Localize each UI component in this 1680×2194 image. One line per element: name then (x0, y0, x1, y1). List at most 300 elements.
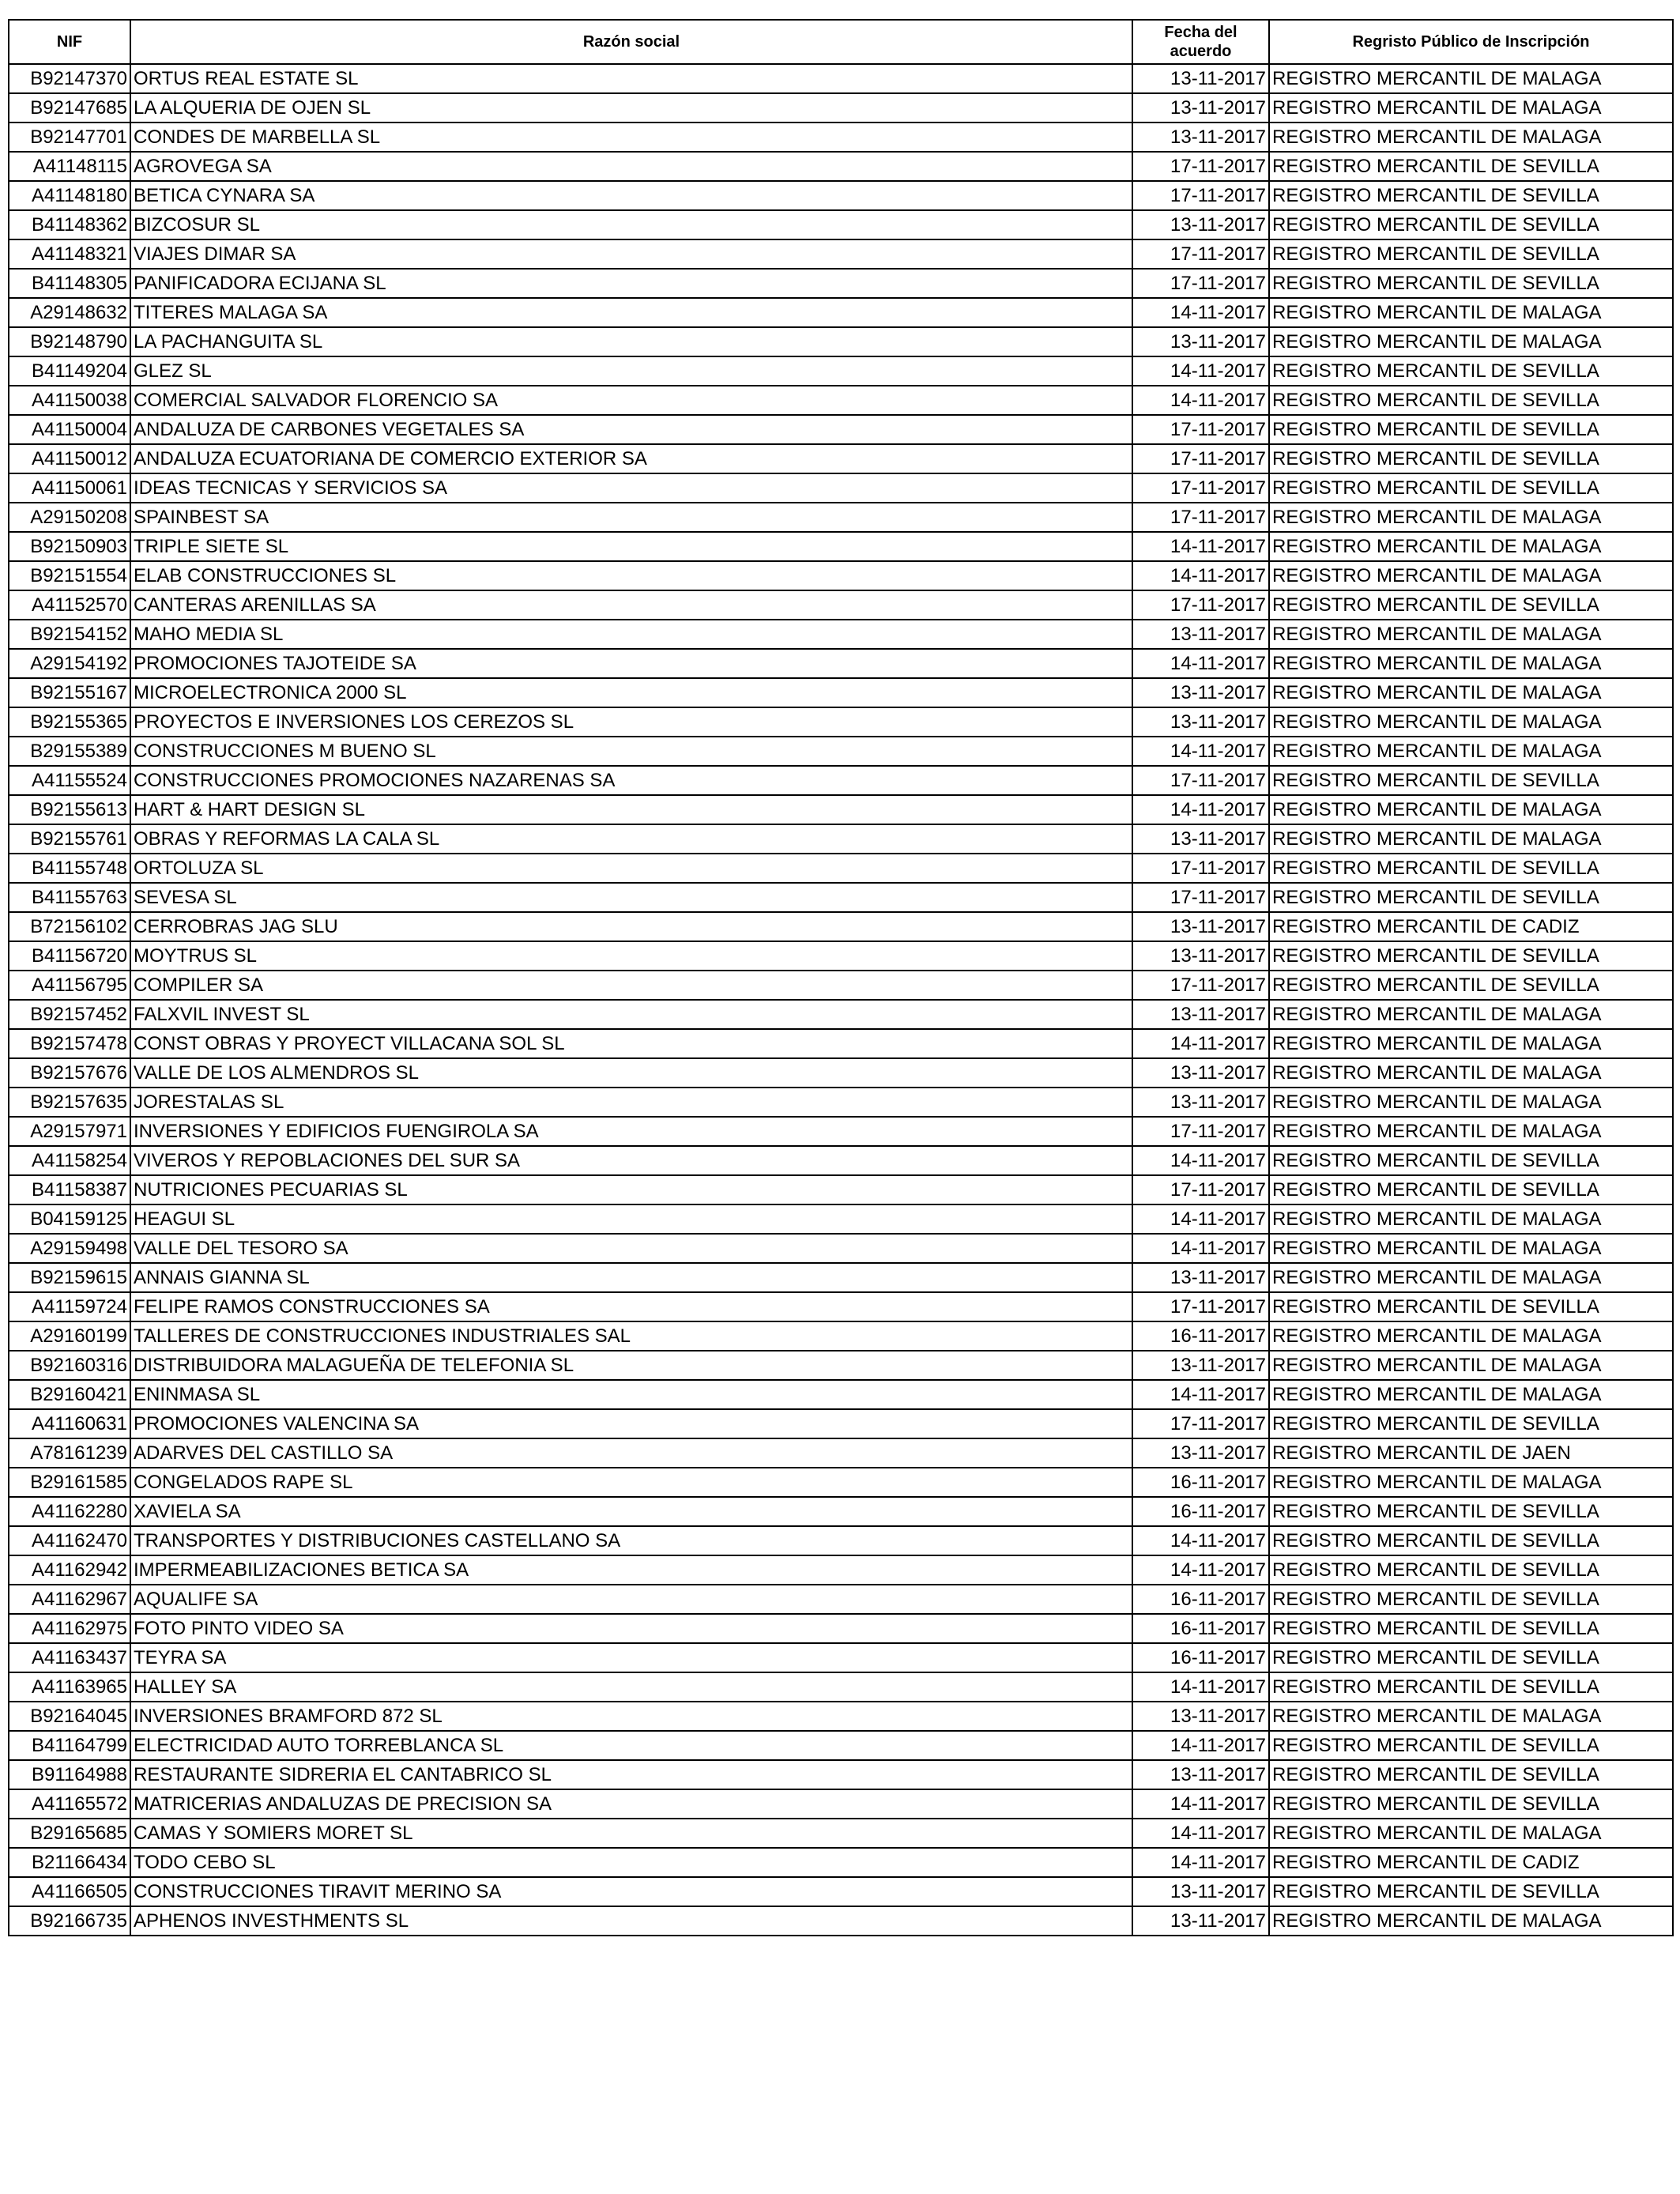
nif-cell: A41166505 (9, 1877, 130, 1906)
registro-cell: REGISTRO MERCANTIL DE JAEN (1269, 1438, 1673, 1468)
fecha-cell: 13-11-2017 (1132, 1877, 1269, 1906)
fecha-cell: 13-11-2017 (1132, 1438, 1269, 1468)
table-row (9, 444, 1673, 473)
nif-cell: B29161585 (9, 1468, 130, 1497)
fecha-cell: 14-11-2017 (1132, 1555, 1269, 1585)
fecha-cell: 14-11-2017 (1132, 1789, 1269, 1819)
nif-cell: B92150903 (9, 532, 130, 561)
registro-cell: REGISTRO MERCANTIL DE MALAGA (1269, 737, 1673, 766)
table-row (9, 766, 1673, 795)
table-row (9, 1526, 1673, 1555)
fecha-cell: 13-11-2017 (1132, 123, 1269, 152)
registro-cell: REGISTRO MERCANTIL DE MALAGA (1269, 93, 1673, 123)
registro-cell: REGISTRO MERCANTIL DE SEVILLA (1269, 1760, 1673, 1789)
table-row (9, 532, 1673, 561)
nif-cell: A29154192 (9, 649, 130, 678)
table-row (9, 1877, 1673, 1906)
table-row (9, 181, 1673, 210)
table-row (9, 1088, 1673, 1117)
table-row (9, 1497, 1673, 1526)
razon-social-cell: RESTAURANTE SIDRERIA EL CANTABRICO SL (130, 1760, 1132, 1789)
registro-cell: REGISTRO MERCANTIL DE SEVILLA (1269, 1146, 1673, 1175)
razon-social-cell: VALLE DEL TESORO SA (130, 1234, 1132, 1263)
nif-cell: B41155763 (9, 883, 130, 912)
razon-social-cell: ORTOLUZA SL (130, 854, 1132, 883)
nif-cell: A29157971 (9, 1117, 130, 1146)
registro-cell: REGISTRO MERCANTIL DE MALAGA (1269, 1351, 1673, 1380)
nif-cell: A41158254 (9, 1146, 130, 1175)
registro-cell: REGISTRO MERCANTIL DE SEVILLA (1269, 854, 1673, 883)
fecha-cell: 13-11-2017 (1132, 1702, 1269, 1731)
table-row (9, 1146, 1673, 1175)
table-row (9, 327, 1673, 356)
fecha-cell: 13-11-2017 (1132, 1760, 1269, 1789)
razon-social-cell: LA PACHANGUITA SL (130, 327, 1132, 356)
nif-cell: B92157452 (9, 1000, 130, 1029)
registro-cell: REGISTRO MERCANTIL DE SEVILLA (1269, 152, 1673, 181)
razon-social-cell: PROMOCIONES TAJOTEIDE SA (130, 649, 1132, 678)
nif-cell: B92157635 (9, 1088, 130, 1117)
fecha-cell: 14-11-2017 (1132, 1672, 1269, 1702)
razon-social-cell: AQUALIFE SA (130, 1585, 1132, 1614)
razon-social-cell: IDEAS TECNICAS Y SERVICIOS SA (130, 473, 1132, 503)
registro-cell: REGISTRO MERCANTIL DE SEVILLA (1269, 1672, 1673, 1702)
fecha-cell: 17-11-2017 (1132, 590, 1269, 620)
nif-cell: A41165572 (9, 1789, 130, 1819)
razon-social-cell: BIZCOSUR SL (130, 210, 1132, 239)
razon-social-cell: ELECTRICIDAD AUTO TORREBLANCA SL (130, 1731, 1132, 1760)
nif-cell: B92157478 (9, 1029, 130, 1058)
table-row (9, 707, 1673, 737)
nif-cell: B92151554 (9, 561, 130, 590)
registro-cell: REGISTRO MERCANTIL DE MALAGA (1269, 327, 1673, 356)
registro-cell: REGISTRO MERCANTIL DE SEVILLA (1269, 386, 1673, 415)
table-row (9, 123, 1673, 152)
table-row (9, 93, 1673, 123)
table-row (9, 1204, 1673, 1234)
header-registro: Regristo Público de Inscripción (1269, 20, 1673, 64)
fecha-cell: 14-11-2017 (1132, 532, 1269, 561)
header-nif: NIF (9, 20, 130, 64)
table-row (9, 1731, 1673, 1760)
razon-social-cell: HALLEY SA (130, 1672, 1132, 1702)
nif-cell: A41148115 (9, 152, 130, 181)
registro-cell: REGISTRO MERCANTIL DE MALAGA (1269, 678, 1673, 707)
razon-social-cell: ORTUS REAL ESTATE SL (130, 64, 1132, 93)
nif-cell: B29155389 (9, 737, 130, 766)
table-row (9, 1585, 1673, 1614)
razon-social-cell: CAMAS Y SOMIERS MORET SL (130, 1819, 1132, 1848)
razon-social-cell: PROYECTOS E INVERSIONES LOS CEREZOS SL (130, 707, 1132, 737)
fecha-cell: 14-11-2017 (1132, 1819, 1269, 1848)
table-row (9, 941, 1673, 971)
fecha-cell: 14-11-2017 (1132, 1380, 1269, 1409)
nif-cell: A41156795 (9, 971, 130, 1000)
registro-cell: REGISTRO MERCANTIL DE MALAGA (1269, 1058, 1673, 1088)
nif-cell: B29160421 (9, 1380, 130, 1409)
fecha-cell: 13-11-2017 (1132, 64, 1269, 93)
razon-social-cell: NUTRICIONES PECUARIAS SL (130, 1175, 1132, 1204)
nif-cell: B41155748 (9, 854, 130, 883)
nif-cell: B92147370 (9, 64, 130, 93)
razon-social-cell: CANTERAS ARENILLAS SA (130, 590, 1132, 620)
registro-cell: REGISTRO MERCANTIL DE MALAGA (1269, 298, 1673, 327)
registro-cell: REGISTRO MERCANTIL DE SEVILLA (1269, 1409, 1673, 1438)
registro-cell: REGISTRO MERCANTIL DE SEVILLA (1269, 1877, 1673, 1906)
table-row (9, 1234, 1673, 1263)
fecha-cell: 14-11-2017 (1132, 1029, 1269, 1058)
registro-cell: REGISTRO MERCANTIL DE SEVILLA (1269, 766, 1673, 795)
nif-cell: B41149204 (9, 356, 130, 386)
razon-social-cell: INVERSIONES BRAMFORD 872 SL (130, 1702, 1132, 1731)
table-row (9, 824, 1673, 854)
nif-cell: B41148362 (9, 210, 130, 239)
nif-cell: B92159615 (9, 1263, 130, 1292)
fecha-cell: 16-11-2017 (1132, 1321, 1269, 1351)
table-row (9, 473, 1673, 503)
razon-social-cell: TEYRA SA (130, 1643, 1132, 1672)
fecha-cell: 13-11-2017 (1132, 1088, 1269, 1117)
fecha-cell: 14-11-2017 (1132, 1204, 1269, 1234)
registro-cell: REGISTRO MERCANTIL DE SEVILLA (1269, 239, 1673, 269)
razon-social-cell: TRANSPORTES Y DISTRIBUCIONES CASTELLANO SA (130, 1526, 1132, 1555)
nif-cell: B92154152 (9, 620, 130, 649)
registro-cell: REGISTRO MERCANTIL DE MALAGA (1269, 64, 1673, 93)
table-row (9, 1643, 1673, 1672)
fecha-cell: 17-11-2017 (1132, 473, 1269, 503)
fecha-cell: 16-11-2017 (1132, 1643, 1269, 1672)
table-row (9, 64, 1673, 93)
fecha-cell: 17-11-2017 (1132, 1292, 1269, 1321)
fecha-cell: 14-11-2017 (1132, 649, 1269, 678)
table-row (9, 620, 1673, 649)
fecha-cell: 17-11-2017 (1132, 444, 1269, 473)
table-row (9, 1906, 1673, 1936)
fecha-cell: 17-11-2017 (1132, 415, 1269, 444)
nif-cell: B41148305 (9, 269, 130, 298)
razon-social-cell: CONDES DE MARBELLA SL (130, 123, 1132, 152)
razon-social-cell: DISTRIBUIDORA MALAGUEÑA DE TELEFONIA SL (130, 1351, 1132, 1380)
registro-cell: REGISTRO MERCANTIL DE SEVILLA (1269, 1555, 1673, 1585)
registro-cell: REGISTRO MERCANTIL DE MALAGA (1269, 1204, 1673, 1234)
registro-cell: REGISTRO MERCANTIL DE SEVILLA (1269, 181, 1673, 210)
nif-cell: B72156102 (9, 912, 130, 941)
fecha-cell: 16-11-2017 (1132, 1468, 1269, 1497)
fecha-cell: 17-11-2017 (1132, 181, 1269, 210)
registro-cell: REGISTRO MERCANTIL DE MALAGA (1269, 1117, 1673, 1146)
table-row (9, 356, 1673, 386)
fecha-cell: 16-11-2017 (1132, 1497, 1269, 1526)
razon-social-cell: CONSTRUCCIONES PROMOCIONES NAZARENAS SA (130, 766, 1132, 795)
nif-cell: B29165685 (9, 1819, 130, 1848)
table-row (9, 152, 1673, 181)
nif-cell: B92147685 (9, 93, 130, 123)
nif-cell: B41158387 (9, 1175, 130, 1204)
razon-social-cell: XAVIELA SA (130, 1497, 1132, 1526)
nif-cell: B91164988 (9, 1760, 130, 1789)
fecha-cell: 13-11-2017 (1132, 707, 1269, 737)
razon-social-cell: ELAB CONSTRUCCIONES SL (130, 561, 1132, 590)
table-row (9, 269, 1673, 298)
nif-cell: B04159125 (9, 1204, 130, 1234)
table-row (9, 1380, 1673, 1409)
nif-cell: B92155761 (9, 824, 130, 854)
registro-cell: REGISTRO MERCANTIL DE CADIZ (1269, 912, 1673, 941)
fecha-cell: 17-11-2017 (1132, 239, 1269, 269)
razon-social-cell: LA ALQUERIA DE OJEN SL (130, 93, 1132, 123)
registro-cell: REGISTRO MERCANTIL DE MALAGA (1269, 561, 1673, 590)
table-row (9, 1409, 1673, 1438)
fecha-cell: 13-11-2017 (1132, 620, 1269, 649)
razon-social-cell: ANDALUZA DE CARBONES VEGETALES SA (130, 415, 1132, 444)
registro-cell: REGISTRO MERCANTIL DE SEVILLA (1269, 941, 1673, 971)
fecha-cell: 13-11-2017 (1132, 1263, 1269, 1292)
table-row (9, 795, 1673, 824)
nif-cell: B92160316 (9, 1351, 130, 1380)
razon-social-cell: VIVEROS Y REPOBLACIONES DEL SUR SA (130, 1146, 1132, 1175)
razon-social-cell: TITERES MALAGA SA (130, 298, 1132, 327)
table-row (9, 1351, 1673, 1380)
nif-cell: A41162280 (9, 1497, 130, 1526)
table-row (9, 298, 1673, 327)
nif-cell: A41148321 (9, 239, 130, 269)
razon-social-cell: INVERSIONES Y EDIFICIOS FUENGIROLA SA (130, 1117, 1132, 1146)
razon-social-cell: CONGELADOS RAPE SL (130, 1468, 1132, 1497)
fecha-cell: 14-11-2017 (1132, 561, 1269, 590)
table-row (9, 1000, 1673, 1029)
nif-cell: B92155365 (9, 707, 130, 737)
nif-cell: A41150038 (9, 386, 130, 415)
razon-social-cell: HART & HART DESIGN SL (130, 795, 1132, 824)
header-fecha-acuerdo: Fecha del acuerdo (1132, 20, 1269, 64)
razon-social-cell: CERROBRAS JAG SLU (130, 912, 1132, 941)
fecha-cell: 14-11-2017 (1132, 795, 1269, 824)
registro-cell: REGISTRO MERCANTIL DE SEVILLA (1269, 1526, 1673, 1555)
fecha-cell: 13-11-2017 (1132, 93, 1269, 123)
table-row (9, 1848, 1673, 1877)
table-row (9, 239, 1673, 269)
razon-social-cell: PROMOCIONES VALENCINA SA (130, 1409, 1132, 1438)
registro-cell: REGISTRO MERCANTIL DE MALAGA (1269, 824, 1673, 854)
nif-cell: B41164799 (9, 1731, 130, 1760)
fecha-cell: 14-11-2017 (1132, 1848, 1269, 1877)
registro-cell: REGISTRO MERCANTIL DE MALAGA (1269, 1380, 1673, 1409)
razon-social-cell: JORESTALAS SL (130, 1088, 1132, 1117)
registro-cell: REGISTRO MERCANTIL DE SEVILLA (1269, 590, 1673, 620)
fecha-cell: 14-11-2017 (1132, 737, 1269, 766)
fecha-cell: 17-11-2017 (1132, 766, 1269, 795)
razon-social-cell: MATRICERIAS ANDALUZAS DE PRECISION SA (130, 1789, 1132, 1819)
nif-cell: A41162967 (9, 1585, 130, 1614)
fecha-cell: 16-11-2017 (1132, 1614, 1269, 1643)
table-row (9, 1292, 1673, 1321)
razon-social-cell: ANNAIS GIANNA SL (130, 1263, 1132, 1292)
table-row (9, 210, 1673, 239)
razon-social-cell: MAHO MEDIA SL (130, 620, 1132, 649)
table-row (9, 1263, 1673, 1292)
fecha-cell: 17-11-2017 (1132, 1175, 1269, 1204)
header-razon-social: Razón social (130, 20, 1132, 64)
registro-cell: REGISTRO MERCANTIL DE MALAGA (1269, 123, 1673, 152)
razon-social-cell: CONSTRUCCIONES M BUENO SL (130, 737, 1132, 766)
table-row (9, 561, 1673, 590)
registro-cell: REGISTRO MERCANTIL DE SEVILLA (1269, 444, 1673, 473)
table-row (9, 883, 1673, 912)
registro-cell: REGISTRO MERCANTIL DE SEVILLA (1269, 883, 1673, 912)
razon-social-cell: IMPERMEABILIZACIONES BETICA SA (130, 1555, 1132, 1585)
fecha-cell: 13-11-2017 (1132, 912, 1269, 941)
fecha-cell: 13-11-2017 (1132, 678, 1269, 707)
header-row (9, 20, 1673, 64)
table-row (9, 590, 1673, 620)
razon-social-cell: BETICA CYNARA SA (130, 181, 1132, 210)
registro-cell: REGISTRO MERCANTIL DE SEVILLA (1269, 1585, 1673, 1614)
registro-cell: REGISTRO MERCANTIL DE MALAGA (1269, 1702, 1673, 1731)
razon-social-cell: ENINMASA SL (130, 1380, 1132, 1409)
table-row (9, 1117, 1673, 1146)
fecha-cell: 14-11-2017 (1132, 1146, 1269, 1175)
registro-cell: REGISTRO MERCANTIL DE MALAGA (1269, 1029, 1673, 1058)
fecha-cell: 13-11-2017 (1132, 1000, 1269, 1029)
registro-cell: REGISTRO MERCANTIL DE MALAGA (1269, 1468, 1673, 1497)
table-row (9, 678, 1673, 707)
table-row (9, 1789, 1673, 1819)
fecha-cell: 14-11-2017 (1132, 1234, 1269, 1263)
nif-cell: B92155613 (9, 795, 130, 824)
registry-sheet (8, 19, 1672, 1936)
razon-social-cell: APHENOS INVESTHMENTS SL (130, 1906, 1132, 1936)
registro-cell: REGISTRO MERCANTIL DE SEVILLA (1269, 1614, 1673, 1643)
registro-cell: REGISTRO MERCANTIL DE MALAGA (1269, 1088, 1673, 1117)
razon-social-cell: FALXVIL INVEST SL (130, 1000, 1132, 1029)
nif-cell: A41150012 (9, 444, 130, 473)
razon-social-cell: FOTO PINTO VIDEO SA (130, 1614, 1132, 1643)
registro-cell: REGISTRO MERCANTIL DE SEVILLA (1269, 210, 1673, 239)
registro-cell: REGISTRO MERCANTIL DE MALAGA (1269, 707, 1673, 737)
table-row (9, 1029, 1673, 1058)
nif-cell: A29148632 (9, 298, 130, 327)
registro-cell: REGISTRO MERCANTIL DE SEVILLA (1269, 415, 1673, 444)
nif-cell: B41156720 (9, 941, 130, 971)
registro-cell: REGISTRO MERCANTIL DE MALAGA (1269, 649, 1673, 678)
fecha-cell: 13-11-2017 (1132, 1351, 1269, 1380)
razon-social-cell: GLEZ SL (130, 356, 1132, 386)
nif-cell: A29160199 (9, 1321, 130, 1351)
razon-social-cell: VIAJES DIMAR SA (130, 239, 1132, 269)
razon-social-cell: COMERCIAL SALVADOR FLORENCIO SA (130, 386, 1132, 415)
table-row (9, 1819, 1673, 1848)
nif-cell: A41162975 (9, 1614, 130, 1643)
fecha-cell: 14-11-2017 (1132, 1526, 1269, 1555)
registro-cell: REGISTRO MERCANTIL DE SEVILLA (1269, 1497, 1673, 1526)
nif-cell: A41148180 (9, 181, 130, 210)
registro-cell: REGISTRO MERCANTIL DE SEVILLA (1269, 1175, 1673, 1204)
registro-cell: REGISTRO MERCANTIL DE MALAGA (1269, 1000, 1673, 1029)
table-row (9, 1468, 1673, 1497)
table-row (9, 1614, 1673, 1643)
razon-social-cell: TODO CEBO SL (130, 1848, 1132, 1877)
nif-cell: A41150004 (9, 415, 130, 444)
table-row (9, 737, 1673, 766)
table-row (9, 971, 1673, 1000)
registro-cell: REGISTRO MERCANTIL DE SEVILLA (1269, 971, 1673, 1000)
nif-cell: A41163965 (9, 1672, 130, 1702)
razon-social-cell: MOYTRUS SL (130, 941, 1132, 971)
table-row (9, 1760, 1673, 1789)
fecha-cell: 17-11-2017 (1132, 269, 1269, 298)
nif-cell: A41155524 (9, 766, 130, 795)
registro-cell: REGISTRO MERCANTIL DE SEVILLA (1269, 1731, 1673, 1760)
registro-cell: REGISTRO MERCANTIL DE MALAGA (1269, 620, 1673, 649)
table-row (9, 1321, 1673, 1351)
table-row (9, 415, 1673, 444)
registro-cell: REGISTRO MERCANTIL DE SEVILLA (1269, 473, 1673, 503)
razon-social-cell: SPAINBEST SA (130, 503, 1132, 532)
table-row (9, 1058, 1673, 1088)
table-row (9, 386, 1673, 415)
razon-social-cell: VALLE DE LOS ALMENDROS SL (130, 1058, 1132, 1088)
nif-cell: A29150208 (9, 503, 130, 532)
nif-cell: A41150061 (9, 473, 130, 503)
razon-social-cell: CONST OBRAS Y PROYECT VILLACANA SOL SL (130, 1029, 1132, 1058)
fecha-cell: 17-11-2017 (1132, 1117, 1269, 1146)
nif-cell: B92148790 (9, 327, 130, 356)
nif-cell: B92166735 (9, 1906, 130, 1936)
fecha-cell: 13-11-2017 (1132, 210, 1269, 239)
registro-cell: REGISTRO MERCANTIL DE MALAGA (1269, 1321, 1673, 1351)
table-row (9, 912, 1673, 941)
registro-cell: REGISTRO MERCANTIL DE SEVILLA (1269, 269, 1673, 298)
table-header (9, 20, 1673, 64)
registro-cell: REGISTRO MERCANTIL DE SEVILLA (1269, 1789, 1673, 1819)
fecha-cell: 17-11-2017 (1132, 883, 1269, 912)
registry-table (8, 19, 1674, 1936)
fecha-cell: 14-11-2017 (1132, 1731, 1269, 1760)
razon-social-cell: COMPILER SA (130, 971, 1132, 1000)
fecha-cell: 13-11-2017 (1132, 1058, 1269, 1088)
table-row (9, 503, 1673, 532)
nif-cell: A41152570 (9, 590, 130, 620)
razon-social-cell: TRIPLE SIETE SL (130, 532, 1132, 561)
registro-cell: REGISTRO MERCANTIL DE MALAGA (1269, 1263, 1673, 1292)
razon-social-cell: CONSTRUCCIONES TIRAVIT MERINO SA (130, 1877, 1132, 1906)
razon-social-cell: SEVESA SL (130, 883, 1132, 912)
registro-cell: REGISTRO MERCANTIL DE MALAGA (1269, 1234, 1673, 1263)
razon-social-cell: AGROVEGA SA (130, 152, 1132, 181)
fecha-cell: 13-11-2017 (1132, 327, 1269, 356)
fecha-cell: 14-11-2017 (1132, 298, 1269, 327)
fecha-cell: 17-11-2017 (1132, 503, 1269, 532)
razon-social-cell: MICROELECTRONICA 2000 SL (130, 678, 1132, 707)
table-row (9, 1438, 1673, 1468)
registro-cell: REGISTRO MERCANTIL DE MALAGA (1269, 532, 1673, 561)
table-row (9, 854, 1673, 883)
razon-social-cell: OBRAS Y REFORMAS LA CALA SL (130, 824, 1132, 854)
nif-cell: B21166434 (9, 1848, 130, 1877)
fecha-cell: 17-11-2017 (1132, 152, 1269, 181)
registro-cell: REGISTRO MERCANTIL DE MALAGA (1269, 503, 1673, 532)
fecha-cell: 17-11-2017 (1132, 1409, 1269, 1438)
table-row (9, 649, 1673, 678)
fecha-cell: 14-11-2017 (1132, 356, 1269, 386)
table-row (9, 1175, 1673, 1204)
registro-cell: REGISTRO MERCANTIL DE CADIZ (1269, 1848, 1673, 1877)
nif-cell: A78161239 (9, 1438, 130, 1468)
nif-cell: B92164045 (9, 1702, 130, 1731)
table-row (9, 1672, 1673, 1702)
fecha-cell: 14-11-2017 (1132, 386, 1269, 415)
nif-cell: A41162942 (9, 1555, 130, 1585)
